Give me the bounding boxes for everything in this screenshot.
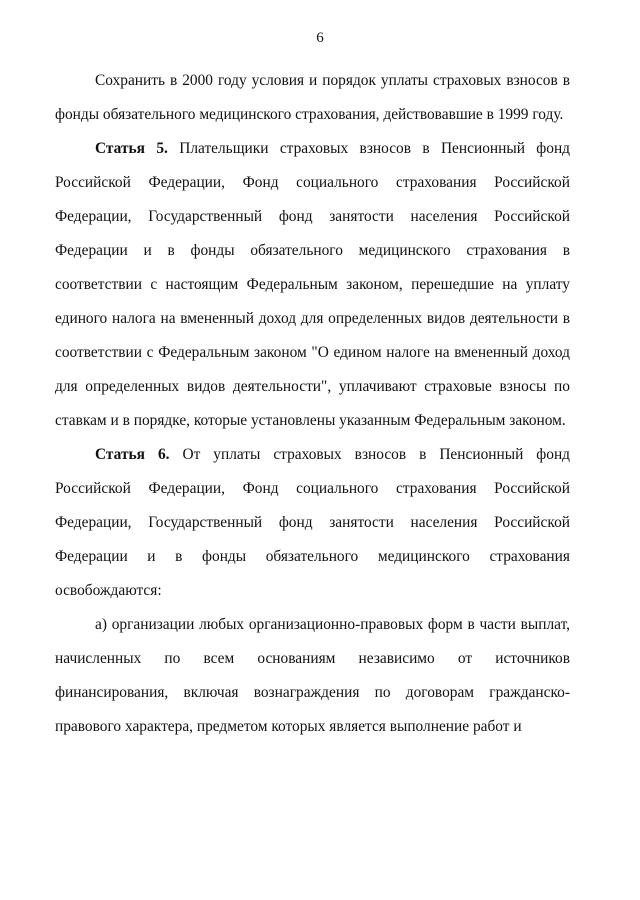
document-body: [55, 64, 570, 744]
article-5-title: Статья 5.: [95, 140, 168, 157]
article-5-paragraph: [55, 132, 570, 438]
article-6-text: От уплаты страховых взносов в Пенсионный фонд Российской Федерации, Фонд социального страхования Российской Федерации, Государственный фонд занятости населения Российской Федерации и в фонды обязательного медицинского страхования освобождаются:: [55, 446, 571, 599]
article-5-text: Плательщики страховых взносов в Пенсионный фонд Российской Федерации, Фонд социального страхования Российской Федерации, Государственный фонд занятости населения Российской Федерации и в фонды обязательного медицинского страхования в соответствии с настоящим Федеральным законом, перешедшие на уплату единого налога на вмененный доход для определенных видов деятельности в соответствии с Федеральным законом "О едином налоге на вмененный доход для определенных видов деятельности", уплачивают страховые взносы по ставкам и в порядке, которые установлены указанным Федеральным законом.: [55, 140, 571, 429]
item-a-text: а) организации любых организационно-правовых форм в части выплат, начисленных по всем основаниям независимо от источников финансирования, включая вознаграждения по договорам гражданско-правового характера, предметом которых является выполнение работ и: [55, 616, 570, 735]
article-6-paragraph: [55, 438, 570, 608]
paragraph-1: [55, 64, 570, 132]
page-number: 6: [316, 30, 324, 46]
paragraph-text: Сохранить в 2000 году условия и порядок уплаты страховых взносов в фонды обязательного медицинского страхования, действовавшие в 1999 году.: [55, 72, 570, 123]
article-6-title: Статья 6.: [95, 446, 170, 463]
item-a-paragraph: [55, 608, 570, 744]
